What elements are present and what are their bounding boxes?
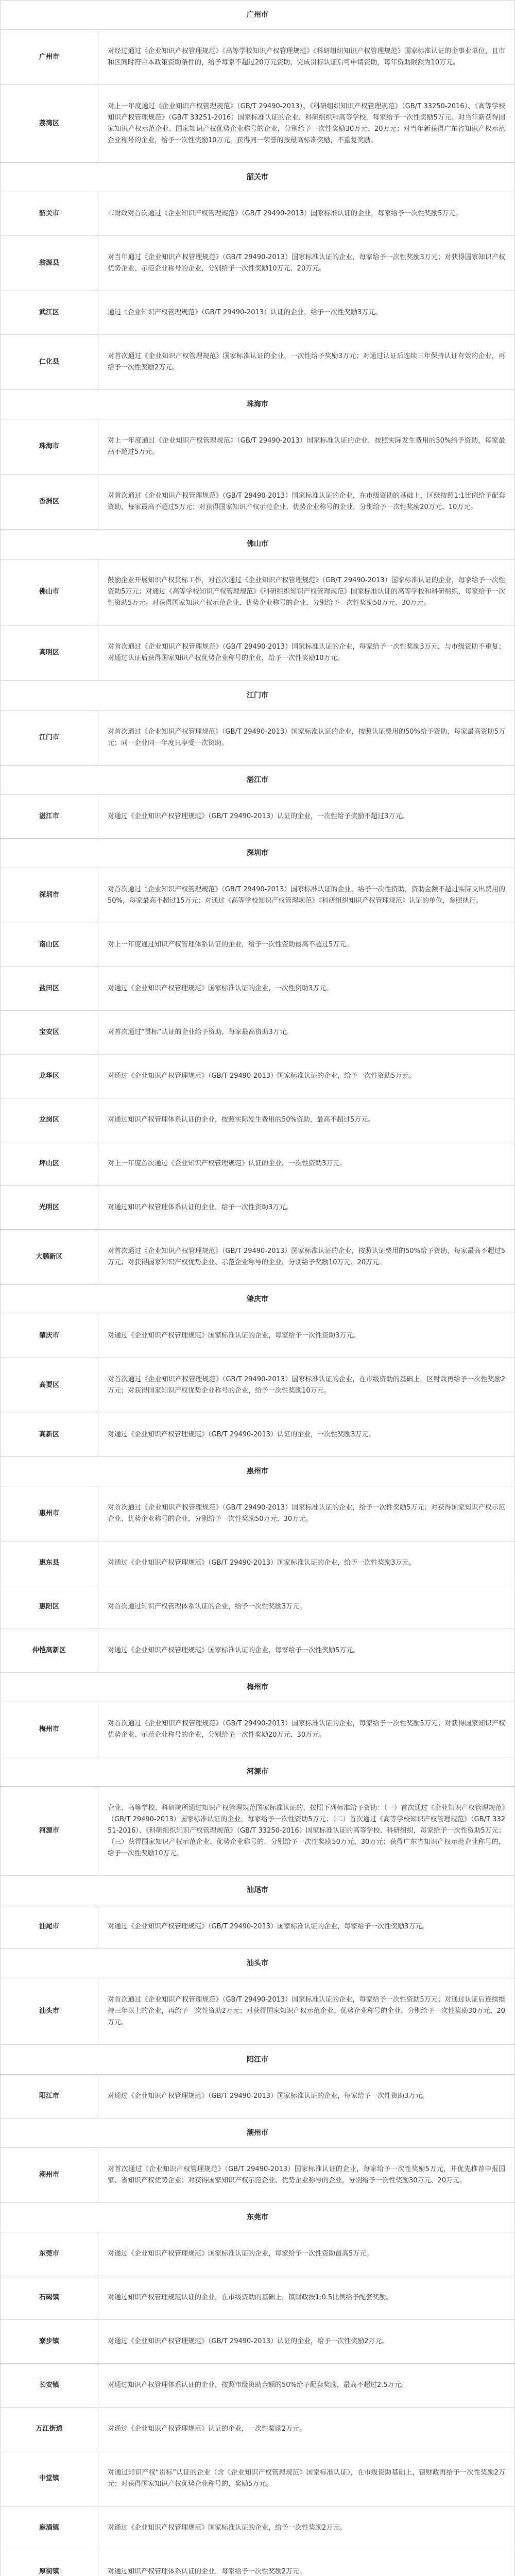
policy-row bbox=[1, 923, 514, 967]
policy-text-cell bbox=[98, 710, 514, 765]
policy-text: 对通过《企业知识产权管理规范》（GB/T 29490-2013）认证的企业，给予一次性奖励2万元。 bbox=[108, 2337, 389, 2345]
policy-row bbox=[1, 334, 514, 389]
policy-row bbox=[1, 1010, 514, 1054]
policy-row bbox=[1, 2451, 514, 2506]
section-header: 珠海市 bbox=[1, 389, 514, 419]
policy-row bbox=[1, 474, 514, 529]
policy-row bbox=[1, 1585, 514, 1629]
region-name: 惠州市 bbox=[1, 1486, 98, 1541]
policy-row bbox=[1, 2506, 514, 2550]
region-name: 盐田区 bbox=[1, 967, 98, 1010]
policy-text: 对通过《企业知识产权管理规范》（GB/T 29490-2013）国家标准认证的企业，给予一次性奖励3万元。 bbox=[108, 1558, 416, 1567]
policy-text: 对首次通过《企业知识产权管理规范》（GB/T 29490-2013）国家标准认证的企业，每家给予一次性奖励5万元，并优先推荐申报国家、省知识产权优势企业；对获得国家知识产权示范企业、优势企业称号的企业，分别给予一次性奖励30万元、20万元。 bbox=[108, 2165, 505, 2184]
policy-text-cell bbox=[98, 2075, 514, 2118]
policy-text-cell bbox=[98, 85, 514, 162]
region-name: 珠海市 bbox=[1, 419, 98, 474]
policy-text: 企业、高等学校、科研院所通过知识产权管理规范国家标准认证的，按照下列标准给予资助：（一）首次通过《企业知识产权管理规范》（GB/T 29490-2013）国家标准认证的企业，每家给予一次性资助5万元；（二）首次通过《高等学校知识产权管理规范》（GB/T 33251-2016）、《科研组织知识产权管理规范》（GB/T 33250-2016）国家标准认证的高等学校、科研组织，每家给予一次性资助5万元；（三）获得国家知识产权示范企业、优势企业称号的，分别给予一次性奖励50万元、30万元；获得广东省知识产权示范企业称号的，给予一次性奖励10万元。 bbox=[108, 1804, 505, 1858]
policy-text-cell bbox=[98, 1142, 514, 1185]
policy-text-cell bbox=[98, 236, 514, 291]
region-name: 江门市 bbox=[1, 710, 98, 765]
region-name: 寮步镇 bbox=[1, 2320, 98, 2363]
policy-text: 对通过《企业知识产权管理规范》国家标准认证的企业，每家给予一次性资助最高5万元。 bbox=[108, 2249, 373, 2258]
policy-text: 对上一年度首次通过《企业知识产权管理规范》认证的企业，一次性资助3万元。 bbox=[108, 1159, 347, 1167]
policy-row bbox=[1, 1905, 514, 1948]
policy-text-cell bbox=[98, 419, 514, 474]
region-name: 翁源县 bbox=[1, 236, 98, 291]
policy-text-cell bbox=[98, 2451, 514, 2506]
region-name: 仲恺高新区 bbox=[1, 1629, 98, 1672]
policy-text: 对通过《企业知识产权管理规范》（GB/T 29490-2013）国家标准认证的企业，给予一次性资助5万元。 bbox=[108, 1072, 416, 1080]
region-name: 惠阳区 bbox=[1, 1585, 98, 1629]
policy-text: 对上一年度通过知识产权管理体系认证的企业，给予一次性资助最高不超过5万元。 bbox=[108, 940, 353, 948]
policy-text-cell bbox=[98, 2232, 514, 2276]
policy-text: 对当年通过《企业知识产权管理规范》（GB/T 29490-2013）国家标准认证的企业，每家给予一次性奖励3万元；对获得国家知识产权优势企业、示范企业称号的企业，分别给予一次性奖励10万元、20万元。 bbox=[108, 253, 505, 273]
policy-text-cell bbox=[98, 192, 514, 235]
section-header: 阳江市 bbox=[1, 2044, 514, 2074]
policy-text-cell bbox=[98, 1905, 514, 1948]
policy-row bbox=[1, 1541, 514, 1585]
policy-row bbox=[1, 291, 514, 334]
policy-text-cell bbox=[98, 1787, 514, 1875]
region-name: 龙华区 bbox=[1, 1055, 98, 1098]
policy-text-cell bbox=[98, 2320, 514, 2363]
region-name: 潮州市 bbox=[1, 2148, 98, 2202]
policy-text-cell bbox=[98, 291, 514, 334]
policy-text-cell bbox=[98, 1413, 514, 1456]
policy-row bbox=[1, 1054, 514, 1098]
section-header: 韶关市 bbox=[1, 162, 514, 192]
policy-text: 对通过《企业知识产权管理规范》（GB/T 29490-2013）国家标准认证的企业，每家给予一次性资助3万元。 bbox=[108, 2092, 429, 2100]
policy-text: 对通过《企业知识产权管理规范》（GB/T 29490-2013）认证的企业，一次性给予奖励不超过3万元。 bbox=[108, 812, 409, 820]
policy-text: 对通过《企业知识产权管理规范》认证的企业，一次性奖励2万元。 bbox=[108, 2425, 306, 2433]
policy-row bbox=[1, 84, 514, 162]
policy-row bbox=[1, 1185, 514, 1229]
policy-text-cell bbox=[98, 2276, 514, 2319]
policy-row bbox=[1, 2074, 514, 2118]
policy-text-cell bbox=[98, 1629, 514, 1672]
policy-text-cell bbox=[98, 1230, 514, 1284]
section-header: 潮州市 bbox=[1, 2118, 514, 2147]
policy-text-cell bbox=[98, 560, 514, 625]
policy-row bbox=[1, 2407, 514, 2451]
policy-text: 对上一年度通过《企业知识产权管理规范》（GB/T 29490-2013）、《科研组织知识产权管理规范》（GB/T 33250-2016）、《高等学校知识产权管理规范》（GB/T 33251-2016）国家标准认证的企业、科研组织和高等学校，每家给予一次性奖励5万元。对当年新获得国家知识产权示范企业、国家知识产权优势企业称号的企业，分别给予一次性奖励30万元、20万元；对当年新获得广东省知识产权示范企业称号的企业，给予一次性奖励10万元，获得同一荣誉的按最高标准奖励，不重复奖励。 bbox=[108, 103, 505, 145]
policy-text: 对通过《企业知识产权管理规范》国家标准认证的企业，给予一次性奖励2万元。 bbox=[108, 2523, 347, 2532]
policy-text-cell bbox=[98, 1055, 514, 1098]
policy-text: 对首次通过《企业知识产权管理规范》（GB/T 29490-2013）国家标准认证的企业，按照认证费用的50%给予资助，每家最高不超过5万元；对获得国家知识产权优势企业、示范企业称号的企业，分别给予奖励10万元、20万元。 bbox=[108, 1247, 505, 1266]
section-header: 肇庆市 bbox=[1, 1284, 514, 1314]
policy-text: 对上一年度通过《企业知识产权管理规范》（GB/T 29490-2013）国家标准认证的企业，按照实际发生费用的50%给予资助，每家最高不超过5万元。 bbox=[108, 437, 505, 456]
policy-text: 对通过知识产权管理体系认证的企业，每家给予一次性奖励2万元。 bbox=[108, 2567, 306, 2575]
policy-text: 对通过《企业知识产权管理规范》国家标准认证的企业，一次性资助3万元。 bbox=[108, 984, 333, 992]
region-name: 汕尾市 bbox=[1, 1905, 98, 1948]
section-header: 湛江市 bbox=[1, 765, 514, 794]
policy-text: 对通过《企业知识产权管理规范》（GB/T 29490-2013）认证的企业，一次性奖励3万元。 bbox=[108, 1430, 375, 1438]
region-name: 高明区 bbox=[1, 625, 98, 680]
policy-row bbox=[1, 192, 514, 235]
policy-row bbox=[1, 1702, 514, 1757]
policy-text-cell bbox=[98, 868, 514, 923]
region-name: 宝安区 bbox=[1, 1011, 98, 1054]
policy-text-cell bbox=[98, 1486, 514, 1541]
policy-text: 对首次通过《企业知识产权管理规范》（GB/T 29490-2013）国家标准认证的企业，每家给予一次性奖励5万元；对获得国家知识产权优势企业、示范企业称号的企业，分别给予一次性奖励20万元、30万元。 bbox=[108, 1719, 505, 1739]
policy-row bbox=[1, 1314, 514, 1358]
region-name: 香洲区 bbox=[1, 474, 98, 529]
region-name: 肇庆市 bbox=[1, 1314, 98, 1358]
policy-row bbox=[1, 559, 514, 625]
policy-row bbox=[1, 1629, 514, 1672]
policy-text: 对通过知识产权“贯标”认证的企业（含《企业知识产权管理规范》国家标准认证），在市级资助基础上，镇财政再给予一次性奖励2万元；对获得国家知识产权优势企业称号的，奖励5万元。 bbox=[108, 2468, 505, 2488]
policy-text: 对首次通过知识产权管理体系认证的企业，给予一次性奖励3万元。 bbox=[108, 1602, 306, 1611]
region-name: 荔湾区 bbox=[1, 85, 98, 162]
region-name: 韶关市 bbox=[1, 192, 98, 235]
region-name: 河源市 bbox=[1, 1787, 98, 1875]
region-name: 高要区 bbox=[1, 1358, 98, 1413]
policy-text-cell bbox=[98, 1314, 514, 1358]
policy-row bbox=[1, 868, 514, 923]
policy-text-cell bbox=[98, 1011, 514, 1054]
region-name: 惠东县 bbox=[1, 1541, 98, 1585]
policy-text: 对经过通过《企业知识产权管理规范》《高等学校知识产权管理规范》《科研组织知识产权管理规范》国家标准认证的企事业单位，且市和区同时符合本政策资助条件的，给予每家不超过20万元资助，完成贯标认证后可申请资助，每年资助限额为10万元。 bbox=[108, 47, 505, 67]
region-name: 麻涌镇 bbox=[1, 2506, 98, 2550]
policy-row bbox=[1, 2363, 514, 2407]
policy-row bbox=[1, 2147, 514, 2202]
policy-text-cell bbox=[98, 795, 514, 838]
policy-row bbox=[1, 1978, 514, 2044]
region-name: 中堂镇 bbox=[1, 2451, 98, 2506]
policy-row bbox=[1, 1358, 514, 1413]
policy-text: 对首次通过《企业知识产权管理规范》（GB/T 29490-2013）国家标准认证的企业，每家给予一次性奖励3万元，与市级资助不重复；对通过认证后获得国家知识产权优势企业称号的企业，给予一次性奖励10万元。 bbox=[108, 643, 505, 663]
section-header: 河源市 bbox=[1, 1757, 514, 1786]
section-header: 梅州市 bbox=[1, 1672, 514, 1702]
policy-text: 对通过知识产权管理体系认证的企业，按照市级资助金额的50%给予配套奖励，最高不超过2.5万元。 bbox=[108, 2381, 408, 2389]
section-header: 汕头市 bbox=[1, 1948, 514, 1978]
region-name: 湛江市 bbox=[1, 795, 98, 838]
policy-text-cell bbox=[98, 1585, 514, 1629]
region-name: 光明区 bbox=[1, 1186, 98, 1229]
policy-text-cell bbox=[98, 1186, 514, 1229]
region-name: 高新区 bbox=[1, 1413, 98, 1456]
policy-row bbox=[1, 710, 514, 765]
policy-text-cell bbox=[98, 2364, 514, 2407]
region-name: 武江区 bbox=[1, 291, 98, 334]
policy-text: 市财政对首次通过《企业知识产权管理规范》（GB/T 29490-2013）国家标准认证的企业，每家给予一次性奖励5万元。 bbox=[108, 210, 462, 218]
policy-row bbox=[1, 1786, 514, 1875]
policy-text: 对首次通过《企业知识产权管理规范》国家标准认证的企业，一次性给予奖励3万元；对通过认证后连续三年保持认证有效的企业，再给予一次性奖励2万元。 bbox=[108, 352, 505, 372]
policy-text-cell bbox=[98, 1978, 514, 2044]
policy-row bbox=[1, 1142, 514, 1185]
policy-text: 鼓励企业开展知识产权贯标工作，对首次通过《企业知识产权管理规范》（GB/T 29490-2013）国家标准认证的企业，每家给予一次性资助5万元；对通过《高等学校知识产权管理规范》《科研组织知识产权管理规范》国家标准认证的高等学校和科研组织，每家给予一次性资助5万元。对获得国家知识产权示范企业、优势企业称号的企业，分别给予一次性奖励50万元、30万元。 bbox=[108, 577, 505, 607]
region-name: 万江街道 bbox=[1, 2408, 98, 2451]
region-name: 佛山市 bbox=[1, 560, 98, 625]
policy-text: 对首次通过“贯标”认证的企业给予资助，每家最高资助3万元。 bbox=[108, 1028, 293, 1036]
region-name: 阳江市 bbox=[1, 2075, 98, 2118]
policy-text: 通过《企业知识产权管理规范》（GB/T 29490-2013）认证的企业，给予一次性奖励3万元。 bbox=[108, 309, 382, 317]
policy-text-cell bbox=[98, 923, 514, 967]
policy-row bbox=[1, 2276, 514, 2319]
policy-text-cell bbox=[98, 2506, 514, 2550]
policy-row bbox=[1, 2232, 514, 2276]
policy-text-cell bbox=[98, 2408, 514, 2451]
policy-text: 对通过知识产权管理体系认证的企业，给予一次性资助3万元。 bbox=[108, 1203, 293, 1211]
policy-row bbox=[1, 1413, 514, 1456]
region-name: 龙岗区 bbox=[1, 1098, 98, 1142]
region-name: 东莞市 bbox=[1, 2232, 98, 2276]
policy-text-cell bbox=[98, 2148, 514, 2202]
section-header: 广州市 bbox=[247, 11, 268, 20]
policy-row bbox=[1, 1486, 514, 1541]
section-header: 惠州市 bbox=[1, 1456, 514, 1486]
region-name: 石碣镇 bbox=[1, 2276, 98, 2319]
region-name: 南山区 bbox=[1, 923, 98, 967]
region-name: 坪山区 bbox=[1, 1142, 98, 1185]
region-name: 广州市 bbox=[1, 30, 98, 84]
policy-text: 对通过《企业知识产权管理规范》（GB/T 29490-2013）国家标准认证的企业，每家给予一次性奖励3万元。 bbox=[108, 1923, 429, 1931]
policy-row bbox=[1, 2319, 514, 2363]
policy-row bbox=[1, 1098, 514, 1142]
policy-text-cell bbox=[98, 1358, 514, 1413]
policy-text: 对首次通过《企业知识产权管理规范》（GB/T 29490-2013）国家标准认证的企业，在市级资助的基础上，区财政再给予一次性奖励2万元；对获得国家知识产权优势企业称号的企业，给予一次性奖励10万元。 bbox=[108, 1375, 505, 1395]
policy-text: 对通过知识产权管理规范认证的企业，在市级资助的基础上，镇财政按1:0.5比例给予配套奖励。 bbox=[108, 2293, 393, 2301]
policy-row bbox=[1, 29, 514, 84]
region-name: 梅州市 bbox=[1, 1702, 98, 1757]
policy-text: 对通过知识产权管理体系认证的企业，按照实际发生费用的50%资助，最高不超过5万元。 bbox=[108, 1115, 375, 1124]
policy-text: 对通过《企业知识产权管理规范》国家标准认证的企业，每家给予一次性奖励5万元。 bbox=[108, 1646, 360, 1654]
policy-text-cell bbox=[98, 474, 514, 529]
policy-row bbox=[1, 794, 514, 838]
policy-row bbox=[1, 625, 514, 680]
policy-row bbox=[1, 1229, 514, 1284]
region-name: 厚街镇 bbox=[1, 2550, 98, 2576]
region-name: 仁化县 bbox=[1, 335, 98, 389]
policy-row bbox=[1, 967, 514, 1010]
policy-text: 对首次通过《企业知识产权管理规范》（GB/T 29490-2013）国家标准认证的企业，按照认证费用的50%给予资助，每家最高资助5万元；同一企业同一年度只享受一次资助。 bbox=[108, 727, 505, 747]
policy-text-cell bbox=[98, 1702, 514, 1757]
policy-text-cell bbox=[98, 2550, 514, 2576]
policy-text-cell bbox=[98, 1541, 514, 1585]
section-header: 汕尾市 bbox=[1, 1875, 514, 1905]
section-header: 东莞市 bbox=[1, 2202, 514, 2232]
policy-row bbox=[1, 2550, 514, 2576]
policy-text: 对首次通过《企业知识产权管理规范》（GB/T 29490-2013）国家标准认证的企业，给予一次性奖励5万元；对获得国家知识产权示范企业、优势企业称号的企业，分别给予一次性奖励50万元、30万元。 bbox=[108, 1503, 505, 1523]
policy-text: 对首次通过《企业知识产权管理规范》（GB/T 29490-2013）国家标准认证的企业，每家给予一次性资助5万元；对通过认证后连续维持三年以上的企业，再给予一次性资助2万元；对获得国家知识产权示范企业、优势企业称号的企业，分别给予一次性奖励30万元、20万元。 bbox=[108, 1996, 505, 2027]
policy-text-cell bbox=[98, 1098, 514, 1142]
region-name: 汕头市 bbox=[1, 1978, 98, 2044]
section-header: 深圳市 bbox=[1, 838, 514, 868]
policy-text: 对首次通过《企业知识产权管理规范》（GB/T 29490-2013）国家标准认证的企业，在市级资助的基础上，区级按照1:1比例给予配套资助，每家最高不超过5万元；对获得国家知识产权示范企业、优势企业称号的企业，分别给予一次性奖励20万元、10万元。 bbox=[108, 492, 505, 512]
region-name: 深圳市 bbox=[1, 868, 98, 923]
policy-row bbox=[1, 419, 514, 474]
policy-text: 对首次通过《企业知识产权管理规范》（GB/T 29490-2013）国家标准认证的企业，给予一次性资助，资助金额不超过实际支出费用的50%，每家最高不超过15万元；对通过《高等学校知识产权管理规范》《科研组织知识产权管理规范》认证的单位，参照执行。 bbox=[108, 885, 505, 905]
section-header: 佛山市 bbox=[1, 529, 514, 558]
policy-text-cell bbox=[98, 625, 514, 680]
policy-text: 对通过《企业知识产权管理规范》国家标准认证的企业，每家给予一次性资助3万元。 bbox=[108, 1331, 360, 1340]
region-name: 大鹏新区 bbox=[1, 1230, 98, 1284]
policy-row bbox=[1, 235, 514, 291]
policy-text-cell bbox=[98, 967, 514, 1010]
section-header: 江门市 bbox=[1, 680, 514, 709]
region-name: 长安镇 bbox=[1, 2364, 98, 2407]
policy-text-cell bbox=[98, 335, 514, 389]
policy-text-cell bbox=[98, 30, 514, 84]
